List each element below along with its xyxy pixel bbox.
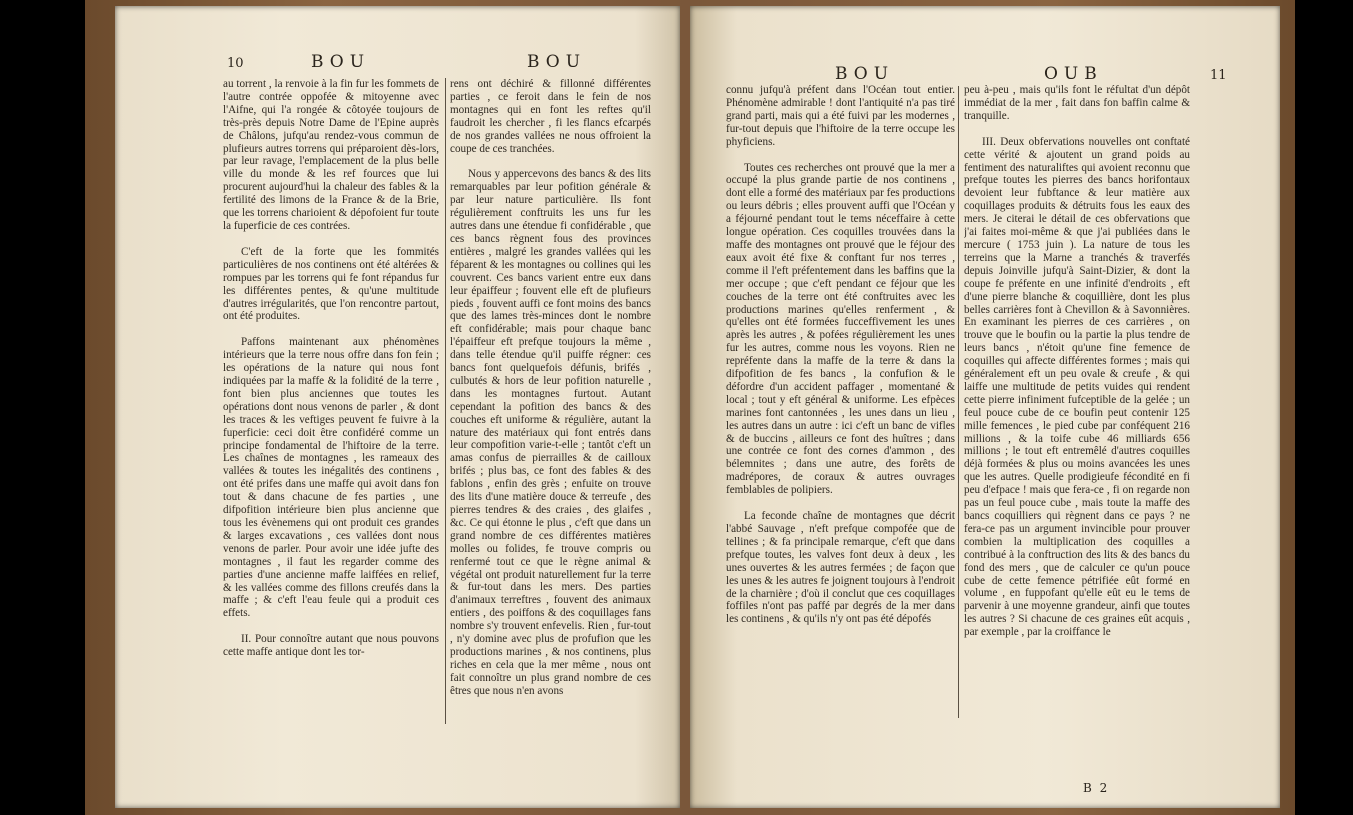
text-column-2 <box>450 78 651 800</box>
left-page <box>115 6 680 808</box>
paragraph: Paffons maintenant aux phénomènes intérieurs que la terre nous offre dans fon fein ; les opérations de la nature qui nous font indiquées par la maffe & la folidité de la terre , font bien plus anciennes que toutes les opérations dont nous venons de parler , & dont les traces & les veftiges peuvent fe fuivre à la fuperficie: ceci doit être confidéré comme un principe fondamental de l'hiftoire de la terre. Les chaînes de montagnes , les rameaux des vallées & toutes les inégalités des continens , ont été prifes dans une maffe qui avoit dans fon tout & dans chacune de fes parties , une difpofition intérieure bien plus ancienne que tous les évènemens qui ont produit ces grandes & larges excavations , ces vallées dont nous venons de parler. Pour avoir une idée jufte des montagnes , il faut les regarder comme des parties d'une ancienne maffe laiffées en relief, & les vallées comme des fillons creufés dans la maffe ; & c'eft l'eau feule qui a produit ces effets. <box>223 336 439 620</box>
paragraph: Toutes ces recherches ont prouvé que la mer a occupé la plus grande partie de nos continens , dont elle a formé des matériaux par fes productions ou leurs débris ; elles prouvent auffi que l'Océan y a féjourné pendant tout le tems néceffaire à cette longue opération. Ces coquilles trouvées dans la maffe des montagnes ont prouvé que le féjour des eaux avoit été fixe & conftant fur nos terres , comme il l'eft préfentement dans les baffins que la mer occupe ; que c'eft pendant ce féjour que les couches de la terre ont été conftruites avec les productions marines qu'elles renferment , & qu'elles ont été formées fucceffivement les unes après les autres , & pofées régulièrement les unes fur les autres, comme nous les voyons. Rien ne repréfente dans la maffe de la terre & dans la difpofition de fes bancs , la confufion & le défordre d'un accident paffager , momentané & local ; tout y eft général & uniforme. Les efpèces marines font cantonnées , les unes dans un lieu , les autres dans un autre : ici c'eft un banc de vifles & de buccins , ailleurs ce font des huîtres ; dans une contrée ce font des cornes d'ammon , des bélemnites ; dans une autre, des forêts de madrépores, de coraux & autres ouvrages femblables de polipiers. <box>726 161 955 497</box>
paragraph: II. Pour connoître autant que nous pouvons cette maffe antique dont les tor- <box>223 633 439 659</box>
right-page <box>690 6 1280 808</box>
running-header-left: BOU <box>311 52 371 72</box>
signature-mark: B 2 <box>1083 781 1110 795</box>
paragraph: connu jufqu'à préfent dans l'Océan tout entier. Phénomène admirable ! dont l'antiquité n'a pas tiré grand parti, mais qui a été fuivi par les modernes , fur-tout depuis que l'hiftoire de la terre occupe les phyficiens. <box>726 84 955 148</box>
running-header-right: BOU <box>527 52 587 72</box>
running-header-left: BOU <box>835 64 895 84</box>
paragraph: au torrent , la renvoie à la fin fur les fommets de l'autre contrée oppofée & mitoyenne avec l'Aifne, qui l'a rongée & côtoyée toujours de très-près depuis Notre Dame de l'Epine auprès de Châlons, jufqu'au rendez-vous commun de plufieurs autres torrens qui préparoient dès-lors, par leur ravage, l'emplacement de la plus belle ville du monde & les ref fources que lui procurent aujourd'hui la chaleur des fables & la fertilité des limons de la France & de la Brie, que les torrens charioient & dépofoient fur toute la fuperficie de ces contrées. <box>223 78 439 232</box>
paragraph: peu à-peu , mais qu'ils font le réfultat d'un dépôt immédiat de la mer , fait dans fon baffin calme & tranquille. <box>964 84 1190 122</box>
page-number: 10 <box>227 56 244 71</box>
paragraph: C'eft de la forte que les fommités particulières de nos continens ont été altérées & rompues par les torrens qui fe font répandus fur les différentes pentes, & qu'une multitude d'autres irrégularités, que l'on rencontre partout, ont été produites. <box>223 245 439 323</box>
text-column-2 <box>964 84 1190 779</box>
column-rule <box>958 86 959 718</box>
paragraph: La feconde chaîne de montagnes que décrit l'abbé Sauvage , n'eft prefque compofée que de tellines ; & fa principale remarque, c'eft que dans prefque toutes, les valves font deux à deux , les unes ouvertes & les autres fermées ; de façon que les unes & les autres fe joignent toujours à l'endroit de la charnière ; d'où il conclut que ces coquillages foffiles n'ont pas paffé par degrés de la mer dans les continens , & qu'ils n'y ont pas été dépofés <box>726 510 955 626</box>
page-number: 11 <box>1210 68 1227 83</box>
column-rule <box>445 78 446 724</box>
text-column-1 <box>223 78 439 800</box>
paragraph: III. Deux obfervations nouvelles ont conftaté cette vérité & ajoutent un grand poids au fentiment des naturaliftes qui avoient reconnu que prefque toutes les pierres des bancs horifontaux devoient leur fubftance & leur matière aux coquillages produits & détruits fous les eaux des mers. Je citerai le détail de ces obfervations que j'ai faites moi-même & que j'ai publiées dans le mercure ( 1753 juin ). La nature de tous les terreins que la Marne a tranchés & traverfés depuis Joinville jufqu'à Saint-Dizier, & dont la coupe fe préfente en une infinité d'endroits , eft d'une pierre blanche & coquillière, dont les plus belles carrières font à Chevillon & à Savonnières. En examinant les pierres de ces carrières , on trouve que le boufin ou la partie la plus tendre de leurs bancs , n'étoit qu'une fine femence de coquilles qui affecte différentes formes ; mais qui généralement eft un peu ovale & creufe , & qui laiffe une multitude de petits vuides qui rendent cette pierre infiniment fufceptible de la gelée ; un feul pouce cube de ce boufin peut contenir 125 mille femences , le pied cube par conféquent 216 millions , & la toife cube 46 milliards 656 millions ; le tout eft entremêlé d'autres coquilles déjà formées & plus ou moins avancées les unes que les autres. Quelle prodigieufe fécondité en fi peu d'efpace ! mais que fera-ce , fi on regarde non pas un feul pouce cube , mais toute la maffe des bancs coquilliers qui règnent dans ce pays ? ne fera-ce pas un argument invincible pour prouver combien la multiplication des coquilles a contribué à la conftruction des lits & des bancs du fond des mers , que de calculer ce qu'un pouce cube de cette femence pétrifiée eût formé en volume , en fuppofant qu'elle eût eu le tems de parvenir à une moyenne grandeur, ainfi que toutes les autres ? Si chacune de ces graines eût acquis , par exemple , par la croiffance le <box>964 135 1190 639</box>
text-column-1 <box>726 84 955 804</box>
running-header-right: OUB <box>1044 64 1103 84</box>
paragraph: Nous y appercevons des bancs & des lits remarquables par leur pofition générale & par leur nature particulière. Ils font régulièrement conftruits les uns fur les autres dans une étendue fi confidérable , que ces bancs règnent fous des provinces entières , malgré les grandes vallées qui les féparent & les montagnes ou collines qui les couvrent. Ces bancs varient entre eux dans leur épaiffeur ; fouvent elle eft de plufieurs pieds , fouvent auffi ce font moins des bancs que des lames très-minces dont le nombre eft confidérable; mais pour chaque banc l'épaiffeur eft prefque toujours la même , dans telle étendue qu'il puiffe régner: ces bancs font quelquefois défunis, brifés , culbutés & hors de leur pofition naturelle , dans les montagnes furtout. Autant cependant la pofition des bancs & des couches eft uniforme & régulière, autant la nature des matériaux qui font entrés dans leur compofition varie-t-elle ; tantôt c'eft un amas confus de pierrailles & de cailloux brifés ; plus bas, ce font des fables & des fablons , enfin des grès ; enfuite on trouve des lits d'une matière douce & terreufe , des pierres tendres & des craies , des glaifes , &c. Ce qui étonne le plus , c'eft que dans un grand nombre de ces différentes matières molles ou folides, fe trouve compris ou renfermé tout ce que le règne animal & végétal ont produit naturellement fur la terre & fur-tout dans les mers. Des parties d'animaux terreftres , fouvent des animaux entiers , des poiffons & des coquillages fans nombre s'y trouvent enfevelis. Rien , fur-tout , n'y domine avec plus de profufion que les productions marines , & nos continens, plus riches en cela que la mer même , nous ont fait connoître un plus grand nombre de ces êtres que nous n'en avons <box>450 168 651 697</box>
paragraph: rens ont déchiré & fillonné différentes parties , ce feroit dans le fein de nos montagnes qui en font les reftes qu'il faudroit les chercher , fi les flancs efcarpés de nos grandes vallées ne nous offroient la coupe de ces tranchées. <box>450 78 651 155</box>
